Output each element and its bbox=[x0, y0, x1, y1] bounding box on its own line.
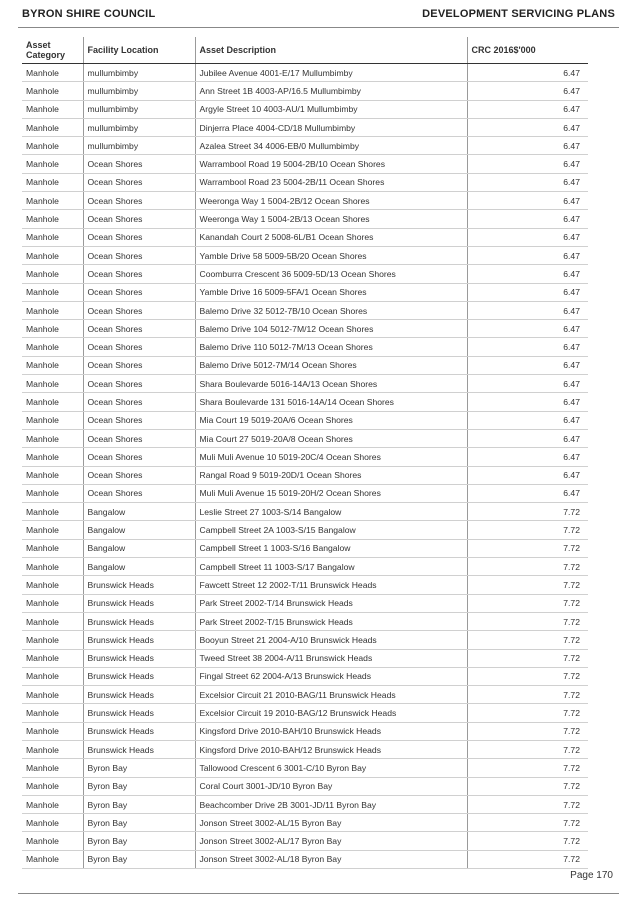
table-row bbox=[22, 210, 588, 228]
asset-category-cell: Manhole bbox=[22, 375, 83, 393]
facility-location-cell: Ocean Shores bbox=[83, 484, 195, 502]
column-header-asset-description: Asset Description bbox=[195, 37, 467, 64]
table-row bbox=[22, 246, 588, 264]
asset-category-cell: Manhole bbox=[22, 192, 83, 210]
table-row bbox=[22, 740, 588, 758]
table-row bbox=[22, 429, 588, 447]
table-row bbox=[22, 850, 588, 868]
crc-value-cell: 6.47 bbox=[467, 283, 588, 301]
facility-location-cell: Ocean Shores bbox=[83, 283, 195, 301]
asset-category-cell: Manhole bbox=[22, 82, 83, 100]
asset-description-cell: Argyle Street 10 4003-AU/1 Mullumbimby bbox=[195, 100, 467, 118]
table-row bbox=[22, 722, 588, 740]
asset-description-cell: Weeronga Way 1 5004-2B/12 Ocean Shores bbox=[195, 192, 467, 210]
facility-location-cell: Ocean Shores bbox=[83, 393, 195, 411]
facility-location-cell: Byron Bay bbox=[83, 795, 195, 813]
table-row bbox=[22, 64, 588, 82]
facility-location-cell: Brunswick Heads bbox=[83, 576, 195, 594]
asset-category-cell: Manhole bbox=[22, 173, 83, 191]
crc-value-cell: 6.47 bbox=[467, 192, 588, 210]
table-row bbox=[22, 631, 588, 649]
facility-location-cell: Ocean Shores bbox=[83, 192, 195, 210]
facility-location-cell: Ocean Shores bbox=[83, 155, 195, 173]
crc-value-cell: 6.47 bbox=[467, 64, 588, 82]
asset-category-cell: Manhole bbox=[22, 795, 83, 813]
crc-value-cell: 6.47 bbox=[467, 466, 588, 484]
asset-category-cell: Manhole bbox=[22, 356, 83, 374]
asset-category-cell: Manhole bbox=[22, 210, 83, 228]
asset-description-cell: Excelsior Circuit 19 2010-BAG/12 Brunswick Heads bbox=[195, 704, 467, 722]
column-header-crc: CRC 2016$'000 bbox=[467, 37, 588, 64]
asset-category-cell: Manhole bbox=[22, 393, 83, 411]
column-header-asset-category: Asset Category bbox=[22, 37, 83, 64]
table-row bbox=[22, 320, 588, 338]
crc-value-cell: 6.47 bbox=[467, 228, 588, 246]
table-row bbox=[22, 539, 588, 557]
crc-value-cell: 6.47 bbox=[467, 137, 588, 155]
asset-description-cell: Yamble Drive 58 5009-5B/20 Ocean Shores bbox=[195, 246, 467, 264]
asset-category-cell: Manhole bbox=[22, 832, 83, 850]
asset-description-cell: Coral Court 3001-JD/10 Byron Bay bbox=[195, 777, 467, 795]
facility-location-cell: mullumbimby bbox=[83, 118, 195, 136]
facility-location-cell: Brunswick Heads bbox=[83, 722, 195, 740]
table-row bbox=[22, 649, 588, 667]
table-row bbox=[22, 777, 588, 795]
crc-value-cell: 6.47 bbox=[467, 100, 588, 118]
facility-location-cell: Ocean Shores bbox=[83, 338, 195, 356]
facility-location-cell: Byron Bay bbox=[83, 814, 195, 832]
crc-value-cell: 7.72 bbox=[467, 649, 588, 667]
asset-category-cell: Manhole bbox=[22, 448, 83, 466]
table-row bbox=[22, 82, 588, 100]
crc-value-cell: 7.72 bbox=[467, 795, 588, 813]
asset-category-cell: Manhole bbox=[22, 137, 83, 155]
asset-description-cell: Excelsior Circuit 21 2010-BAG/11 Brunswick Heads bbox=[195, 686, 467, 704]
table-row bbox=[22, 411, 588, 429]
asset-category-cell: Manhole bbox=[22, 155, 83, 173]
facility-location-cell: Brunswick Heads bbox=[83, 704, 195, 722]
crc-value-cell: 7.72 bbox=[467, 850, 588, 868]
asset-category-cell: Manhole bbox=[22, 631, 83, 649]
crc-value-cell: 7.72 bbox=[467, 594, 588, 612]
asset-description-cell: Warrambool Road 19 5004-2B/10 Ocean Shores bbox=[195, 155, 467, 173]
asset-category-cell: Manhole bbox=[22, 338, 83, 356]
table-row bbox=[22, 448, 588, 466]
facility-location-cell: Bangalow bbox=[83, 558, 195, 576]
table-row bbox=[22, 155, 588, 173]
table-row bbox=[22, 283, 588, 301]
asset-category-cell: Manhole bbox=[22, 265, 83, 283]
asset-category-cell: Manhole bbox=[22, 301, 83, 319]
table-row bbox=[22, 338, 588, 356]
crc-value-cell: 6.47 bbox=[467, 338, 588, 356]
document-title: DEVELOPMENT SERVICING PLANS bbox=[422, 8, 615, 20]
table-row bbox=[22, 594, 588, 612]
asset-description-cell: Yamble Drive 16 5009-5FA/1 Ocean Shores bbox=[195, 283, 467, 301]
facility-location-cell: Brunswick Heads bbox=[83, 740, 195, 758]
asset-description-cell: Warrambool Road 23 5004-2B/11 Ocean Shores bbox=[195, 173, 467, 191]
table-header-row bbox=[22, 37, 588, 64]
table-row bbox=[22, 265, 588, 283]
asset-category-cell: Manhole bbox=[22, 722, 83, 740]
asset-category-cell: Manhole bbox=[22, 411, 83, 429]
crc-value-cell: 6.47 bbox=[467, 155, 588, 173]
crc-value-cell: 7.72 bbox=[467, 558, 588, 576]
table-row bbox=[22, 393, 588, 411]
asset-category-cell: Manhole bbox=[22, 814, 83, 832]
table-row bbox=[22, 192, 588, 210]
asset-description-cell: Beachcomber Drive 2B 3001-JD/11 Byron Bay bbox=[195, 795, 467, 813]
crc-value-cell: 7.72 bbox=[467, 759, 588, 777]
footer-rule bbox=[18, 893, 619, 894]
asset-description-cell: Booyun Street 21 2004-A/10 Brunswick Heads bbox=[195, 631, 467, 649]
table-row bbox=[22, 576, 588, 594]
asset-category-cell: Manhole bbox=[22, 667, 83, 685]
crc-value-cell: 7.72 bbox=[467, 722, 588, 740]
asset-category-cell: Manhole bbox=[22, 118, 83, 136]
table-row bbox=[22, 521, 588, 539]
header-rule bbox=[18, 27, 619, 28]
asset-table bbox=[22, 37, 588, 869]
facility-location-cell: mullumbimby bbox=[83, 100, 195, 118]
asset-category-cell: Manhole bbox=[22, 320, 83, 338]
asset-description-cell: Park Street 2002-T/15 Brunswick Heads bbox=[195, 612, 467, 630]
crc-value-cell: 6.47 bbox=[467, 411, 588, 429]
asset-description-cell: Balemo Drive 104 5012-7M/12 Ocean Shores bbox=[195, 320, 467, 338]
asset-description-cell: Shara Boulevarde 131 5016-14A/14 Ocean Shores bbox=[195, 393, 467, 411]
table-row bbox=[22, 832, 588, 850]
crc-value-cell: 6.47 bbox=[467, 173, 588, 191]
table-row bbox=[22, 137, 588, 155]
asset-description-cell: Balemo Drive 110 5012-7M/13 Ocean Shores bbox=[195, 338, 467, 356]
facility-location-cell: Bangalow bbox=[83, 539, 195, 557]
facility-location-cell: Ocean Shores bbox=[83, 210, 195, 228]
asset-category-cell: Manhole bbox=[22, 64, 83, 82]
asset-description-cell: Jonson Street 3002-AL/15 Byron Bay bbox=[195, 814, 467, 832]
crc-value-cell: 6.47 bbox=[467, 375, 588, 393]
asset-description-cell: Rangal Road 9 5019-20D/1 Ocean Shores bbox=[195, 466, 467, 484]
crc-value-cell: 6.47 bbox=[467, 210, 588, 228]
asset-description-cell: Fawcett Street 12 2002-T/11 Brunswick Heads bbox=[195, 576, 467, 594]
crc-value-cell: 7.72 bbox=[467, 814, 588, 832]
asset-category-cell: Manhole bbox=[22, 594, 83, 612]
table-row bbox=[22, 118, 588, 136]
asset-description-cell: Tallowood Crescent 6 3001-C/10 Byron Bay bbox=[195, 759, 467, 777]
facility-location-cell: Ocean Shores bbox=[83, 320, 195, 338]
crc-value-cell: 6.47 bbox=[467, 393, 588, 411]
asset-description-cell: Balemo Drive 5012-7M/14 Ocean Shores bbox=[195, 356, 467, 374]
facility-location-cell: Byron Bay bbox=[83, 850, 195, 868]
asset-category-cell: Manhole bbox=[22, 558, 83, 576]
asset-category-cell: Manhole bbox=[22, 576, 83, 594]
asset-description-cell: Kanandah Court 2 5008-6L/B1 Ocean Shores bbox=[195, 228, 467, 246]
asset-description-cell: Campbell Street 2A 1003-S/15 Bangalow bbox=[195, 521, 467, 539]
crc-value-cell: 6.47 bbox=[467, 118, 588, 136]
crc-value-cell: 7.72 bbox=[467, 612, 588, 630]
asset-description-cell: Dinjerra Place 4004-CD/18 Mullumbimby bbox=[195, 118, 467, 136]
facility-location-cell: Ocean Shores bbox=[83, 356, 195, 374]
table-row bbox=[22, 466, 588, 484]
asset-description-cell: Mia Court 19 5019-20A/6 Ocean Shores bbox=[195, 411, 467, 429]
asset-category-cell: Manhole bbox=[22, 777, 83, 795]
asset-category-cell: Manhole bbox=[22, 100, 83, 118]
crc-value-cell: 6.47 bbox=[467, 484, 588, 502]
facility-location-cell: Byron Bay bbox=[83, 759, 195, 777]
facility-location-cell: mullumbimby bbox=[83, 137, 195, 155]
asset-description-cell: Balemo Drive 32 5012-7B/10 Ocean Shores bbox=[195, 301, 467, 319]
asset-category-cell: Manhole bbox=[22, 429, 83, 447]
asset-description-cell: Jonson Street 3002-AL/17 Byron Bay bbox=[195, 832, 467, 850]
facility-location-cell: Ocean Shores bbox=[83, 411, 195, 429]
crc-value-cell: 6.47 bbox=[467, 429, 588, 447]
facility-location-cell: mullumbimby bbox=[83, 82, 195, 100]
facility-location-cell: Brunswick Heads bbox=[83, 594, 195, 612]
crc-value-cell: 7.72 bbox=[467, 686, 588, 704]
crc-value-cell: 6.47 bbox=[467, 356, 588, 374]
crc-value-cell: 7.72 bbox=[467, 667, 588, 685]
asset-description-cell: Shara Boulevarde 5016-14A/13 Ocean Shores bbox=[195, 375, 467, 393]
facility-location-cell: Bangalow bbox=[83, 503, 195, 521]
facility-location-cell: Brunswick Heads bbox=[83, 612, 195, 630]
asset-category-cell: Manhole bbox=[22, 649, 83, 667]
asset-category-cell: Manhole bbox=[22, 521, 83, 539]
asset-description-cell: Muli Muli Avenue 10 5019-20C/4 Ocean Shores bbox=[195, 448, 467, 466]
table-row bbox=[22, 173, 588, 191]
asset-description-cell: Campbell Street 11 1003-S/17 Bangalow bbox=[195, 558, 467, 576]
facility-location-cell: Bangalow bbox=[83, 521, 195, 539]
table-row bbox=[22, 612, 588, 630]
asset-category-cell: Manhole bbox=[22, 704, 83, 722]
page-number: Page 170 bbox=[570, 870, 613, 881]
table-row bbox=[22, 301, 588, 319]
asset-description-cell: Ann Street 1B 4003-AP/16.5 Mullumbimby bbox=[195, 82, 467, 100]
facility-location-cell: Ocean Shores bbox=[83, 228, 195, 246]
facility-location-cell: Byron Bay bbox=[83, 832, 195, 850]
table-row bbox=[22, 759, 588, 777]
asset-category-cell: Manhole bbox=[22, 228, 83, 246]
crc-value-cell: 7.72 bbox=[467, 503, 588, 521]
asset-category-cell: Manhole bbox=[22, 283, 83, 301]
table-row bbox=[22, 558, 588, 576]
facility-location-cell: Ocean Shores bbox=[83, 301, 195, 319]
facility-location-cell: Ocean Shores bbox=[83, 265, 195, 283]
table-row bbox=[22, 228, 588, 246]
asset-description-cell: Campbell Street 1 1003-S/16 Bangalow bbox=[195, 539, 467, 557]
facility-location-cell: Ocean Shores bbox=[83, 448, 195, 466]
facility-location-cell: Brunswick Heads bbox=[83, 631, 195, 649]
table-row bbox=[22, 484, 588, 502]
table-row bbox=[22, 814, 588, 832]
asset-category-cell: Manhole bbox=[22, 612, 83, 630]
crc-value-cell: 7.72 bbox=[467, 777, 588, 795]
facility-location-cell: Brunswick Heads bbox=[83, 649, 195, 667]
asset-description-cell: Leslie Street 27 1003-S/14 Bangalow bbox=[195, 503, 467, 521]
table-row bbox=[22, 375, 588, 393]
crc-value-cell: 7.72 bbox=[467, 539, 588, 557]
column-header-facility-location: Facility Location bbox=[83, 37, 195, 64]
crc-value-cell: 7.72 bbox=[467, 832, 588, 850]
page-header bbox=[22, 8, 615, 24]
asset-category-cell: Manhole bbox=[22, 850, 83, 868]
asset-description-cell: Kingsford Drive 2010-BAH/10 Brunswick Heads bbox=[195, 722, 467, 740]
crc-value-cell: 6.47 bbox=[467, 82, 588, 100]
crc-value-cell: 6.47 bbox=[467, 448, 588, 466]
asset-description-cell: Fingal Street 62 2004-A/13 Brunswick Heads bbox=[195, 667, 467, 685]
facility-location-cell: Ocean Shores bbox=[83, 246, 195, 264]
facility-location-cell: mullumbimby bbox=[83, 64, 195, 82]
table-row bbox=[22, 795, 588, 813]
crc-value-cell: 7.72 bbox=[467, 740, 588, 758]
asset-category-cell: Manhole bbox=[22, 539, 83, 557]
asset-description-cell: Azalea Street 34 4006-EB/0 Mullumbimby bbox=[195, 137, 467, 155]
table-row bbox=[22, 503, 588, 521]
crc-value-cell: 6.47 bbox=[467, 265, 588, 283]
table-row bbox=[22, 356, 588, 374]
asset-description-cell: Muli Muli Avenue 15 5019-20H/2 Ocean Shores bbox=[195, 484, 467, 502]
asset-category-cell: Manhole bbox=[22, 503, 83, 521]
crc-value-cell: 6.47 bbox=[467, 301, 588, 319]
asset-description-cell: Tweed Street 38 2004-A/11 Brunswick Heads bbox=[195, 649, 467, 667]
facility-location-cell: Ocean Shores bbox=[83, 429, 195, 447]
asset-description-cell: Jonson Street 3002-AL/18 Byron Bay bbox=[195, 850, 467, 868]
asset-description-cell: Park Street 2002-T/14 Brunswick Heads bbox=[195, 594, 467, 612]
asset-description-cell: Mia Court 27 5019-20A/8 Ocean Shores bbox=[195, 429, 467, 447]
asset-description-cell: Coomburra Crescent 36 5009-5D/13 Ocean Shores bbox=[195, 265, 467, 283]
asset-description-cell: Jubilee Avenue 4001-E/17 Mullumbimby bbox=[195, 64, 467, 82]
table-row bbox=[22, 704, 588, 722]
facility-location-cell: Ocean Shores bbox=[83, 466, 195, 484]
asset-description-cell: Kingsford Drive 2010-BAH/12 Brunswick Heads bbox=[195, 740, 467, 758]
crc-value-cell: 6.47 bbox=[467, 320, 588, 338]
asset-category-cell: Manhole bbox=[22, 466, 83, 484]
crc-value-cell: 7.72 bbox=[467, 631, 588, 649]
crc-value-cell: 7.72 bbox=[467, 704, 588, 722]
asset-category-cell: Manhole bbox=[22, 686, 83, 704]
asset-category-cell: Manhole bbox=[22, 246, 83, 264]
table-row bbox=[22, 100, 588, 118]
facility-location-cell: Brunswick Heads bbox=[83, 667, 195, 685]
table-row bbox=[22, 667, 588, 685]
facility-location-cell: Ocean Shores bbox=[83, 173, 195, 191]
asset-description-cell: Weeronga Way 1 5004-2B/13 Ocean Shores bbox=[195, 210, 467, 228]
asset-category-cell: Manhole bbox=[22, 484, 83, 502]
facility-location-cell: Ocean Shores bbox=[83, 375, 195, 393]
crc-value-cell: 7.72 bbox=[467, 576, 588, 594]
asset-category-cell: Manhole bbox=[22, 759, 83, 777]
facility-location-cell: Byron Bay bbox=[83, 777, 195, 795]
crc-value-cell: 7.72 bbox=[467, 521, 588, 539]
asset-category-cell: Manhole bbox=[22, 740, 83, 758]
crc-value-cell: 6.47 bbox=[467, 246, 588, 264]
council-name: BYRON SHIRE COUNCIL bbox=[22, 8, 156, 20]
table-row bbox=[22, 686, 588, 704]
facility-location-cell: Brunswick Heads bbox=[83, 686, 195, 704]
